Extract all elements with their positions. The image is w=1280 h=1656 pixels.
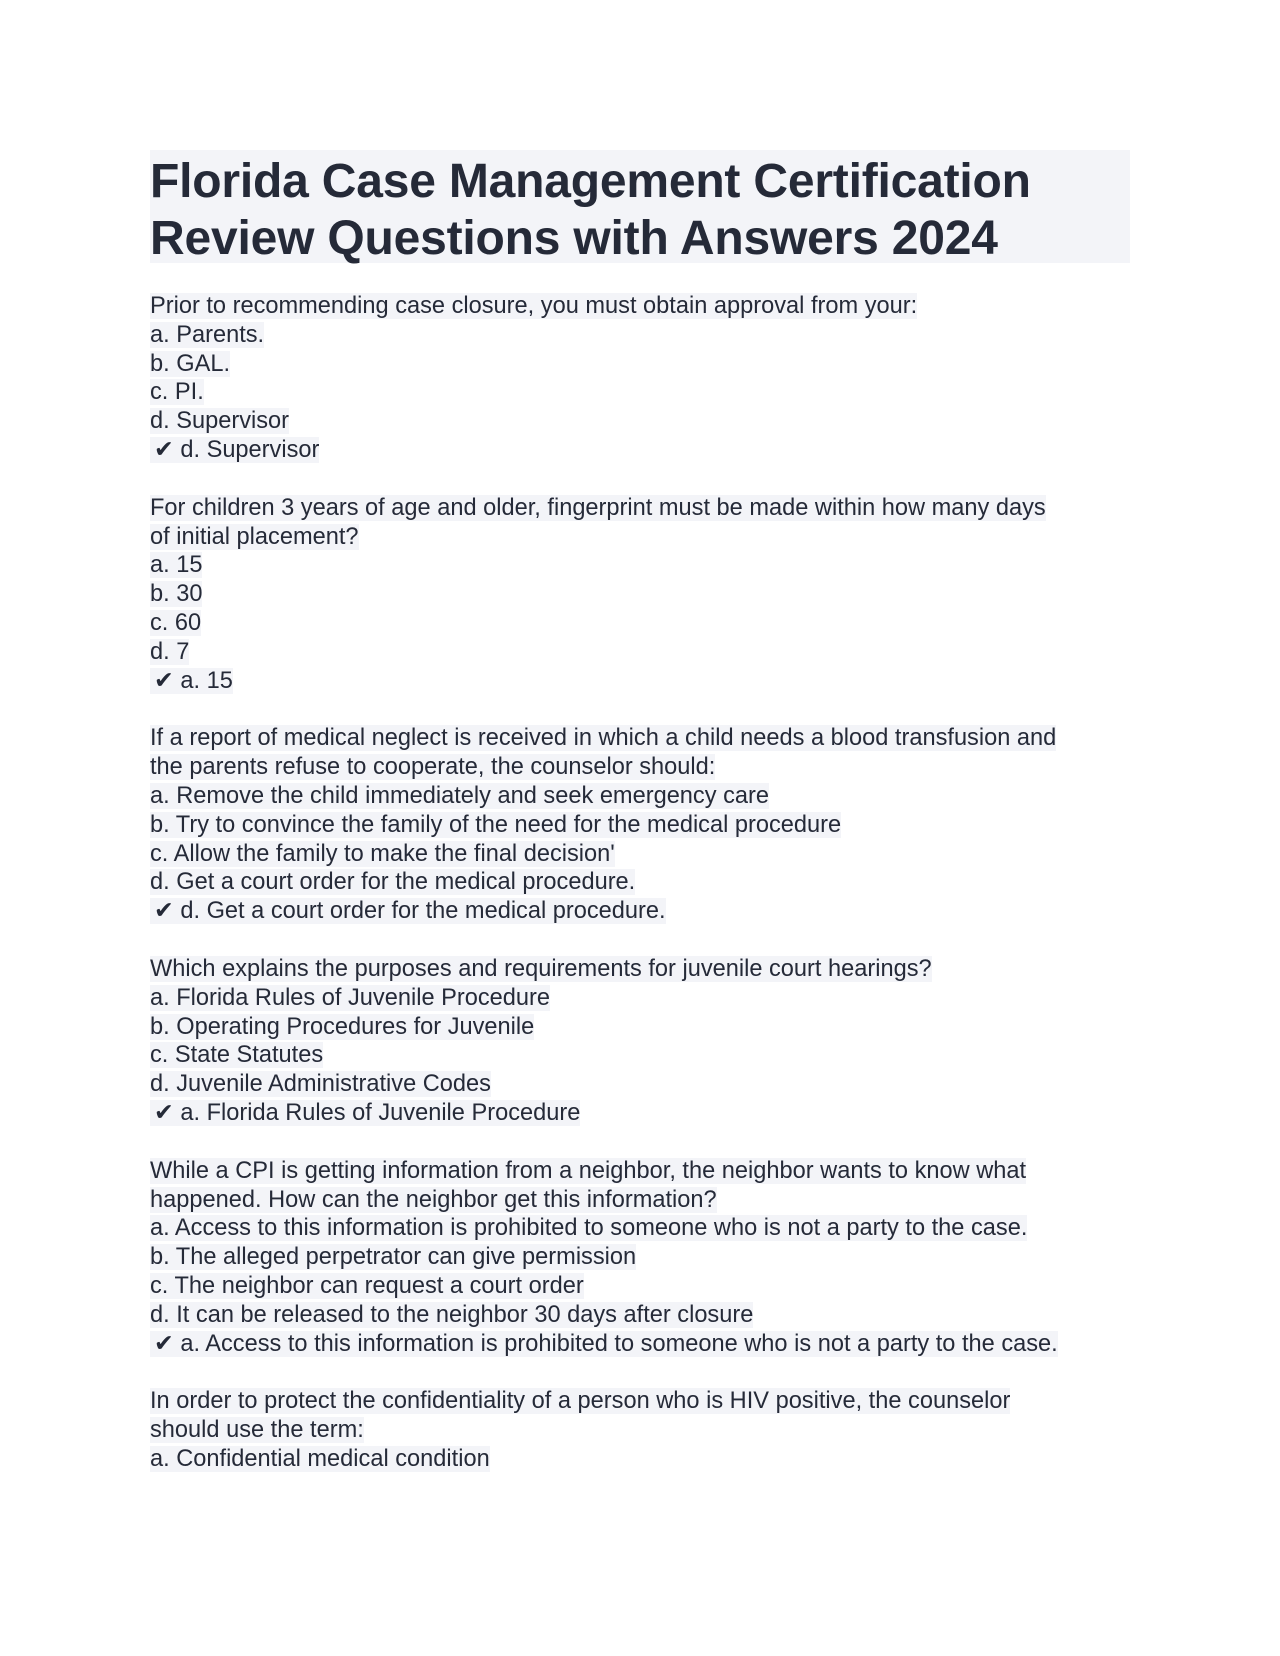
question-text: While a CPI is getting information from a neighbor, the neighbor wants to know what [150,1157,1027,1184]
correct-answer [150,437,319,463]
correct-answer-text: d. Get a court order for the medical procedure. [180,898,666,925]
question-block [150,724,1130,926]
title-line-1: Florida Case Management Certification [150,155,1031,208]
question-text: If a report of medical neglect is received in which a child needs a blood transfusion and [150,725,1057,752]
question-block [150,1387,1130,1473]
question-block [150,494,1130,696]
document-title [150,150,1130,263]
answer-option: a. Florida Rules of Juvenile Procedure [150,984,550,1011]
checkmark-icon: ✔ [154,667,174,694]
answer-option: b. Try to convince the family of the need for the medical procedure [150,811,842,838]
question-text: of initial placement? [150,523,359,550]
question-block [150,292,1130,465]
question-text: Prior to recommending case closure, you must obtain approval from your: [150,293,918,319]
question-list [150,292,1130,1474]
question-block [150,955,1130,1128]
title-line-2: Review Questions with Answers 2024 [150,212,998,265]
checkmark-icon: ✔ [154,436,174,463]
question-text: happened. How can the neighbor get this information? [150,1186,717,1213]
answer-option: a. Parents. [150,321,265,348]
question-text: Which explains the purposes and requirements for juvenile court hearings? [150,955,932,982]
answer-option: c. PI. [150,379,204,406]
correct-answer-text: a. Florida Rules of Juvenile Procedure [180,1099,581,1126]
answer-option: c. Allow the family to make the final decision' [150,840,615,867]
correct-answer [150,668,233,694]
checkmark-icon: ✔ [154,898,174,925]
question-text: In order to protect the confidentiality of a person who is HIV positive, the counselor [150,1388,1011,1415]
answer-option: c. State Statutes [150,1042,324,1069]
answer-option: c. The neighbor can request a court order [150,1272,584,1299]
answer-option: d. 7 [150,638,190,665]
answer-option: b. Operating Procedures for Juvenile [150,1013,535,1040]
correct-answer-text: a. 15 [180,667,233,694]
answer-option: b. GAL. [150,350,230,377]
answer-option: d. Get a court order for the medical procedure. [150,869,636,896]
answer-option: a. Confidential medical condition [150,1445,490,1472]
checkmark-icon: ✔ [154,1330,174,1357]
checkmark-icon: ✔ [154,1099,174,1126]
answer-option: d. Juvenile Administrative Codes [150,1071,491,1098]
question-block [150,1157,1130,1359]
answer-option: a. Access to this information is prohibited to someone who is not a party to the case. [150,1215,1028,1242]
correct-answer-text: d. Supervisor [180,436,320,463]
answer-option: b. 30 [150,581,203,608]
correct-answer [150,1100,580,1126]
correct-answer [150,1331,1058,1357]
answer-option: d. Supervisor [150,408,290,435]
answer-option: a. Remove the child immediately and seek emergency care [150,782,769,809]
correct-answer-text: a. Access to this information is prohibited to someone who is not a party to the case. [180,1330,1058,1357]
correct-answer [150,898,666,924]
answer-option: a. 15 [150,552,203,579]
question-text: For children 3 years of age and older, fingerprint must be made within how many days [150,494,1046,521]
question-text: should use the term: [150,1417,364,1444]
answer-option: d. It can be released to the neighbor 30 days after closure [150,1301,754,1328]
question-text: the parents refuse to cooperate, the counselor should: [150,754,716,781]
answer-option: b. The alleged perpetrator can give permission [150,1244,637,1271]
document-page [150,150,1130,1474]
answer-option: c. 60 [150,609,202,636]
